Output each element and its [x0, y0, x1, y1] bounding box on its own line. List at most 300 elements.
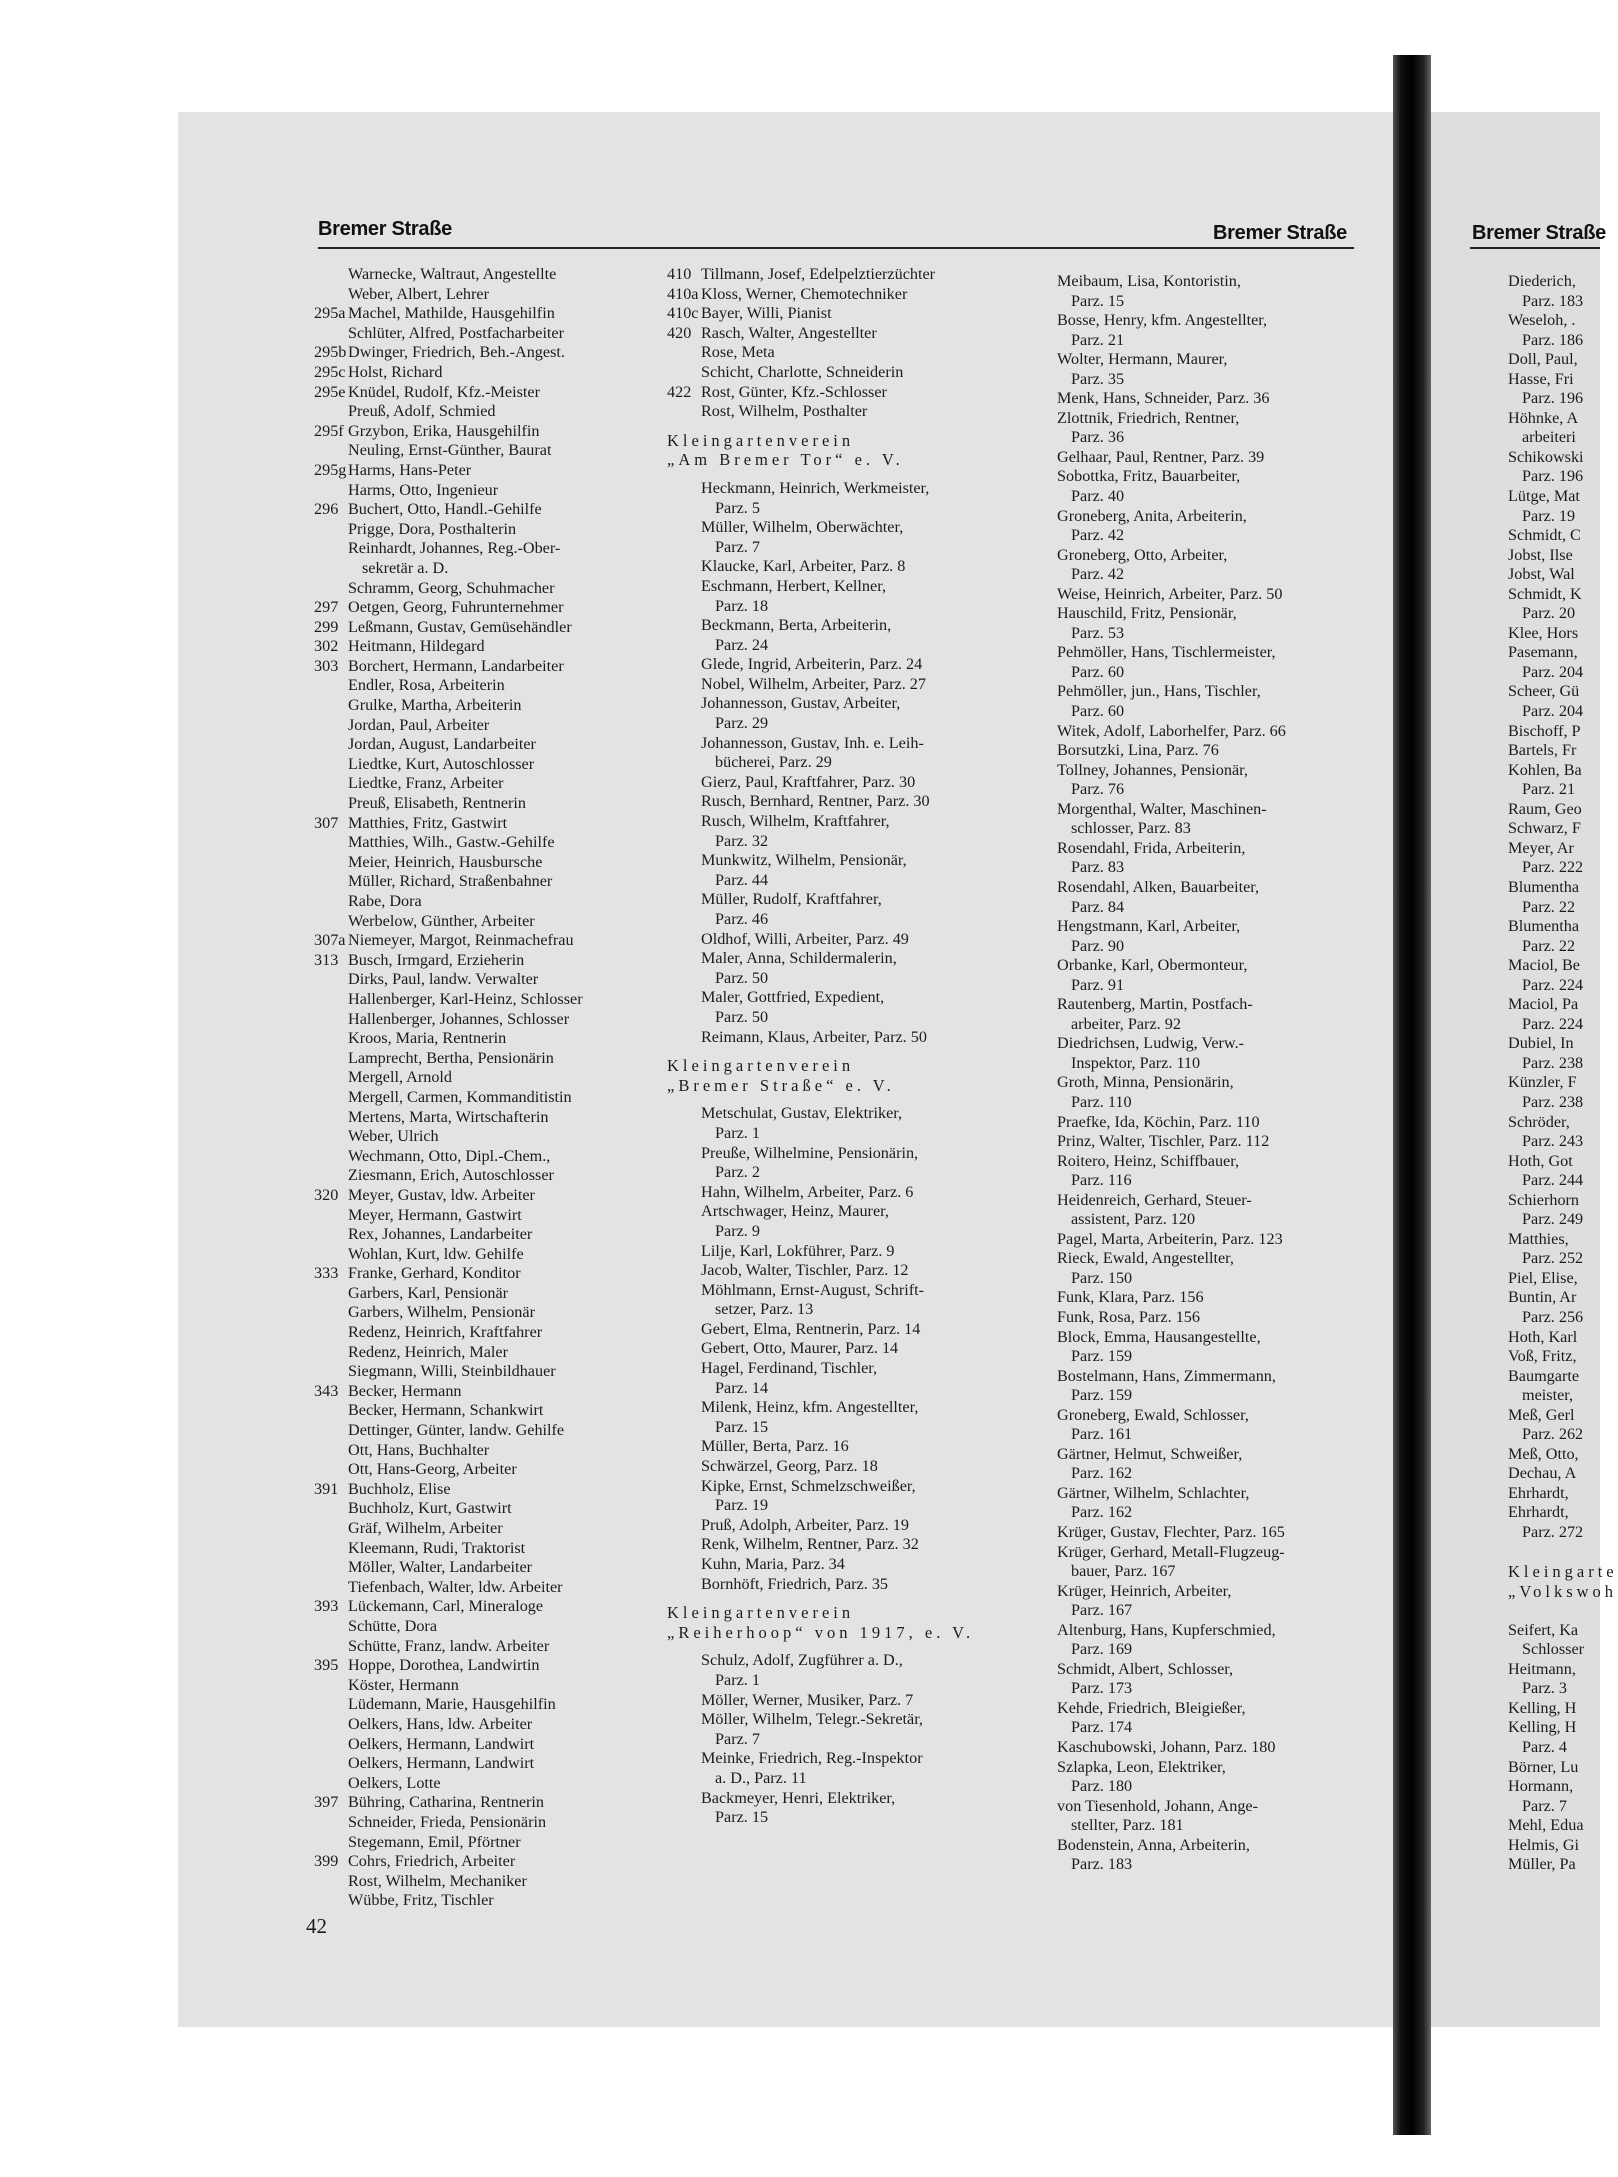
directory-entry — [314, 774, 583, 794]
directory-entry: Groneberg, Ewald, Schlosser, — [1057, 1405, 1249, 1424]
entry-text: Tillmann, Josef, Edelpelztierzüchter — [701, 265, 936, 283]
house-number — [314, 1715, 348, 1735]
entry-continuation: Parz. 22 — [1522, 936, 1576, 955]
entry-continuation: Parz. 186 — [1522, 330, 1584, 349]
entry-text: Niemeyer, Margot, Reinmachefrau — [348, 931, 574, 950]
directory-entry — [314, 422, 583, 442]
directory-entry: Bornhöft, Friedrich, Parz. 35 — [701, 1574, 889, 1593]
entry-continuation: Parz. 36 — [1071, 428, 1125, 447]
directory-entry — [314, 500, 583, 520]
entry-text: Buchholz, Kurt, Gastwirt — [348, 1499, 512, 1518]
directory-entry: Müller, Pa — [1508, 1855, 1576, 1874]
house-number — [314, 1010, 348, 1030]
directory-entry: Jobst, Wal — [1508, 565, 1575, 584]
entry-continuation: Parz. 4 — [1522, 1738, 1567, 1757]
entry-text: Redenz, Heinrich, Maler — [348, 1342, 509, 1361]
directory-entry — [667, 265, 974, 285]
entry-continuation: Parz. 204 — [1522, 662, 1584, 681]
entry-continuation: Parz. 91 — [1071, 975, 1125, 994]
directory-entry — [314, 735, 583, 755]
entry-continuation: Parz. 238 — [1522, 1053, 1584, 1072]
directory-entry — [314, 1186, 583, 1206]
house-number — [314, 892, 348, 912]
house-number — [314, 1637, 348, 1657]
directory-entry — [314, 1872, 583, 1892]
directory-entry: Zlottnik, Friedrich, Rentner, — [1057, 408, 1240, 427]
entry-continuation: Parz. 32 — [715, 831, 769, 850]
directory-entry — [314, 716, 583, 736]
house-number — [314, 755, 348, 775]
entry-continuation: Parz. 3 — [1522, 1679, 1567, 1698]
entry-text: Bühring, Catharina, Rentnerin — [348, 1793, 545, 1812]
entry-continuation: Parz. 24 — [715, 635, 769, 654]
house-number — [314, 1676, 348, 1696]
entry-continuation: Parz. 174 — [1071, 1718, 1133, 1737]
directory-entry: Wolter, Hermann, Maurer, — [1057, 350, 1228, 369]
directory-entry: Sobottka, Fritz, Bauarbeiter, — [1057, 467, 1241, 486]
directory-entry: Witek, Adolf, Laborhelfer, Parz. 66 — [1057, 721, 1286, 740]
directory-entry — [314, 1441, 583, 1461]
entry-continuation: Parz. 183 — [1071, 1855, 1133, 1874]
entry-continuation: Parz. 53 — [1071, 623, 1125, 642]
directory-entry: Funk, Rosa, Parz. 156 — [1057, 1307, 1200, 1326]
entry-text: Warnecke, Waltraut, Angestellte — [348, 265, 557, 283]
house-number — [314, 794, 348, 814]
directory-entry — [667, 383, 974, 403]
entry-continuation: Parz. 15 — [715, 1417, 769, 1436]
directory-entry: Rusch, Wilhelm, Kraftfahrer, — [701, 812, 890, 831]
directory-entry: Baumgarte — [1508, 1366, 1580, 1385]
house-number: 333 — [314, 1264, 339, 1283]
directory-entry: Rautenberg, Martin, Postfach- — [1057, 995, 1253, 1014]
entry-text: Mergell, Arnold — [348, 1068, 453, 1087]
entry-continuation: Parz. 29 — [715, 714, 769, 733]
directory-entry: Bostelmann, Hans, Zimmermann, — [1057, 1366, 1276, 1385]
directory-entry — [314, 265, 583, 285]
entry-text: Redenz, Heinrich, Kraftfahrer — [348, 1323, 543, 1342]
section-subheading: „Am Bremer Tor“ e. V. — [667, 450, 904, 470]
directory-entry: Oldhof, Willi, Arbeiter, Parz. 49 — [701, 929, 909, 948]
house-number — [314, 1539, 348, 1559]
house-number: 395 — [314, 1656, 339, 1675]
spacer — [667, 1047, 974, 1056]
directory-entry — [314, 1362, 583, 1382]
entry-text: Preuß, Adolf, Schmied — [348, 402, 496, 421]
house-number: 391 — [314, 1479, 339, 1498]
entry-text: Stegemann, Emil, Pförtner — [348, 1832, 521, 1851]
entry-continuation: Parz. 14 — [715, 1378, 769, 1397]
directory-entry: Roitero, Heinz, Schiffbauer, — [1057, 1151, 1240, 1170]
directory-entry — [314, 1303, 583, 1323]
directory-entry — [314, 579, 583, 599]
directory-entry: Block, Emma, Hausangestellte, — [1057, 1327, 1261, 1346]
directory-entry: Ehrhardt, — [1508, 1483, 1569, 1502]
directory-entry — [314, 1010, 583, 1030]
house-number: 422 — [667, 382, 692, 401]
directory-entry: Schmidt, Albert, Schlosser, — [1057, 1659, 1234, 1678]
directory-entry: Hasse, Fri — [1508, 369, 1574, 388]
entry-text: Schicht, Charlotte, Schneiderin — [701, 362, 904, 381]
directory-entry — [314, 598, 583, 618]
entry-text: Franke, Gerhard, Konditor — [348, 1264, 521, 1283]
entry-text: Jordan, Paul, Arbeiter — [348, 715, 490, 734]
entry-text: sekretär a. D. — [362, 558, 449, 577]
entry-continuation: Parz. 256 — [1522, 1307, 1584, 1326]
entry-text: Oelkers, Hermann, Landwirt — [348, 1734, 535, 1753]
house-number — [314, 520, 348, 540]
house-number — [314, 774, 348, 794]
directory-entry: Schmidt, C — [1508, 526, 1581, 545]
directory-entry: Eschmann, Herbert, Kellner, — [701, 576, 886, 595]
entry-text: Schütte, Franz, landw. Arbeiter — [348, 1636, 550, 1655]
directory-entry: Kehde, Friedrich, Bleigießer, — [1057, 1698, 1246, 1717]
directory-entry: Backmeyer, Henri, Elektriker, — [701, 1788, 896, 1807]
house-number — [314, 1068, 348, 1088]
house-number: 307a — [314, 931, 346, 950]
house-number — [314, 1245, 348, 1265]
entry-continuation: Schlosser — [1522, 1640, 1585, 1659]
entry-continuation: Parz. 44 — [715, 870, 769, 889]
directory-entry: Orbanke, Karl, Obermonteur, — [1057, 956, 1248, 975]
entry-text: Ziesmann, Erich, Autoschlosser — [348, 1166, 554, 1185]
running-header-left: Bremer Straße — [318, 218, 452, 240]
directory-entry: Mehl, Edua — [1508, 1816, 1584, 1835]
directory-entry — [314, 1049, 583, 1069]
directory-entry: Klaucke, Karl, Arbeiter, Parz. 8 — [701, 557, 906, 576]
directory-entry: Pagel, Marta, Arbeiterin, Parz. 123 — [1057, 1229, 1283, 1248]
directory-entry: Heckmann, Heinrich, Werkmeister, — [701, 478, 930, 497]
house-number — [314, 833, 348, 853]
directory-entry: Rieck, Ewald, Angestellter, — [1057, 1249, 1234, 1268]
directory-entry — [314, 1068, 583, 1088]
directory-entry: Pehmöller, jun., Hans, Tischler, — [1057, 682, 1261, 701]
directory-entry: Krüger, Heinrich, Arbeiter, — [1057, 1581, 1232, 1600]
entry-text: Prigge, Dora, Posthalterin — [348, 519, 517, 538]
directory-entry: Heitmann, — [1508, 1659, 1576, 1678]
directory-entry — [314, 481, 583, 501]
entry-continuation: Parz. 46 — [715, 910, 769, 928]
house-number — [314, 285, 348, 305]
directory-entry — [314, 1225, 583, 1245]
house-number — [314, 1891, 348, 1911]
spacer — [667, 470, 974, 479]
directory-entry: Möller, Wilhelm, Telegr.-Sekretär, — [701, 1710, 923, 1729]
house-number: 410a — [667, 284, 699, 303]
directory-entry — [314, 872, 583, 892]
directory-entry: Funk, Klara, Parz. 156 — [1057, 1288, 1204, 1307]
directory-entry: Weseloh, . — [1508, 311, 1576, 330]
section-subheading: „Bremer Straße“ e. V. — [667, 1075, 895, 1095]
house-number: 393 — [314, 1597, 339, 1616]
directory-entry: Meß, Otto, — [1508, 1444, 1579, 1463]
entry-text: Siegmann, Willi, Steinbildhauer — [348, 1362, 556, 1381]
directory-entry: Praefke, Ida, Köchin, Parz. 110 — [1057, 1112, 1260, 1131]
directory-entry: Lütge, Mat — [1508, 487, 1580, 506]
house-number: 307 — [314, 813, 339, 832]
directory-entry: Voß, Fritz, — [1508, 1347, 1577, 1366]
entry-text: Dirks, Paul, landw. Verwalter — [348, 970, 539, 989]
entry-continuation: Parz. 21 — [1071, 330, 1125, 349]
entry-continuation: Parz. 150 — [1071, 1268, 1133, 1287]
house-number — [314, 265, 348, 285]
directory-entry: Gebert, Elma, Rentnerin, Parz. 14 — [701, 1319, 921, 1338]
directory-entry — [314, 1421, 583, 1441]
house-number — [314, 1284, 348, 1304]
house-number: 343 — [314, 1381, 339, 1400]
directory-entry — [667, 304, 974, 324]
entry-continuation: Inspektor, Parz. 110 — [1071, 1053, 1201, 1072]
entry-continuation: Parz. 15 — [1071, 291, 1125, 310]
house-number — [314, 1147, 348, 1167]
directory-entry: Piel, Elise, — [1508, 1268, 1578, 1287]
directory-entry — [314, 1108, 583, 1128]
directory-entry — [314, 1147, 583, 1167]
directory-entry: Hahn, Wilhelm, Arbeiter, Parz. 6 — [701, 1182, 914, 1201]
directory-entry — [314, 892, 583, 912]
house-number — [314, 1108, 348, 1128]
directory-entry — [314, 1597, 583, 1617]
entry-continuation: Parz. 224 — [1522, 975, 1584, 994]
entry-text: Oelkers, Hermann, Landwirt — [348, 1754, 535, 1773]
entry-continuation: Parz. 42 — [1071, 526, 1125, 545]
directory-entry: Dechau, A — [1508, 1464, 1577, 1483]
entry-continuation: Parz. 1 — [715, 1123, 760, 1142]
entry-continuation: Parz. 180 — [1071, 1777, 1133, 1796]
directory-entry — [314, 696, 583, 716]
entry-text: Cohrs, Friedrich, Arbeiter — [348, 1852, 516, 1871]
entry-text: Becker, Hermann, Schankwirt — [348, 1401, 544, 1420]
entry-text: Harms, Hans-Peter — [348, 460, 472, 479]
directory-entry — [314, 539, 583, 559]
house-number — [314, 1088, 348, 1108]
entry-text: Hoppe, Dorothea, Landwirtin — [348, 1656, 540, 1675]
directory-entry: Morgenthal, Walter, Maschinen- — [1057, 799, 1267, 818]
directory-entry: Hoth, Karl — [1508, 1327, 1578, 1346]
house-number — [314, 1362, 348, 1382]
directory-entry: Munkwitz, Wilhelm, Pensionär, — [701, 851, 907, 870]
directory-entry — [314, 343, 583, 363]
entry-text: Rost, Wilhelm, Posthalter — [701, 402, 868, 421]
directory-entry: Dubiel, In — [1508, 1034, 1574, 1053]
directory-entry — [314, 1206, 583, 1226]
entry-text: Dwinger, Friedrich, Beh.-Angest. — [348, 343, 565, 362]
entry-continuation: Parz. 222 — [1522, 858, 1584, 877]
directory-entry — [314, 1401, 583, 1421]
house-number — [314, 1617, 348, 1637]
header-rule — [318, 247, 1354, 249]
house-number — [314, 1323, 348, 1343]
house-number — [667, 402, 701, 422]
directory-entry — [314, 1166, 583, 1186]
entry-text: Meyer, Hermann, Gastwirt — [348, 1205, 522, 1224]
house-number: 297 — [314, 598, 339, 617]
entry-text: Harms, Otto, Ingenieur — [348, 480, 499, 499]
directory-entry — [314, 1382, 583, 1402]
directory-entry: Diederich, — [1508, 272, 1576, 290]
section-heading: Kleingartenverein — [667, 1603, 855, 1623]
directory-entry: Raum, Geo — [1508, 799, 1582, 818]
directory-entry: Glede, Ingrid, Arbeiterin, Parz. 24 — [701, 655, 923, 674]
entry-text: Tiefenbach, Walter, ldw. Arbeiter — [348, 1577, 563, 1596]
house-number — [314, 1421, 348, 1441]
house-number — [314, 735, 348, 755]
directory-entry — [314, 1127, 583, 1147]
directory-entry — [314, 1480, 583, 1500]
directory-entry: Seifert, Ka — [1508, 1620, 1579, 1639]
directory-entry: Schwärzel, Georg, Parz. 18 — [701, 1457, 878, 1476]
house-number — [314, 1578, 348, 1598]
entry-text: Rex, Johannes, Landarbeiter — [348, 1225, 533, 1244]
entry-text: Schneider, Frieda, Pensionärin — [348, 1812, 547, 1831]
entry-text: Weber, Ulrich — [348, 1127, 439, 1146]
entry-continuation: Parz. 224 — [1522, 1014, 1584, 1033]
entry-continuation: Parz. 116 — [1071, 1171, 1132, 1190]
column-3 — [1057, 272, 1286, 1875]
directory-entry: Blumentha — [1508, 877, 1580, 896]
spacer — [667, 1594, 974, 1603]
directory-entry: Pruß, Adolph, Arbeiter, Parz. 19 — [701, 1515, 909, 1534]
directory-entry: Meß, Gerl — [1508, 1405, 1575, 1424]
entry-continuation: Parz. 162 — [1071, 1464, 1133, 1483]
entry-text: Buchholz, Elise — [348, 1479, 451, 1498]
house-number — [314, 1460, 348, 1480]
entry-text: Liedtke, Kurt, Autoschlosser — [348, 754, 535, 773]
directory-entry: Schierhorn — [1508, 1190, 1580, 1209]
directory-entry — [314, 461, 583, 481]
entry-continuation: arbeiteri — [1522, 428, 1576, 447]
directory-entry: Gebert, Otto, Maurer, Parz. 14 — [701, 1339, 899, 1358]
running-header-next-page: Bremer Straße — [1472, 222, 1606, 244]
directory-entry — [667, 285, 974, 305]
directory-entry: Hormann, — [1508, 1777, 1574, 1796]
entry-continuation: Parz. 196 — [1522, 467, 1584, 486]
entry-continuation: Parz. 159 — [1071, 1386, 1133, 1405]
house-number — [314, 324, 348, 344]
entry-continuation: Parz. 9 — [715, 1221, 760, 1240]
directory-entry — [314, 1852, 583, 1872]
entry-continuation: Parz. 76 — [1071, 780, 1125, 799]
entry-continuation: meister, — [1522, 1386, 1574, 1405]
house-number — [314, 1695, 348, 1715]
directory-entry: Altenburg, Hans, Kupferschmied, — [1057, 1620, 1276, 1639]
directory-entry — [314, 324, 583, 344]
directory-entry: Tollney, Johannes, Pensionär, — [1057, 760, 1248, 779]
directory-entry — [314, 1343, 583, 1363]
house-number: 302 — [314, 637, 339, 656]
directory-entry: Jobst, Ilse — [1508, 545, 1573, 564]
directory-entry: Kelling, H — [1508, 1718, 1577, 1737]
directory-entry — [314, 853, 583, 873]
directory-entry — [314, 1637, 583, 1657]
entry-continuation: Parz. 244 — [1522, 1171, 1584, 1190]
entry-text: Becker, Hermann — [348, 1381, 462, 1400]
directory-entry — [314, 1578, 583, 1598]
column-2 — [667, 265, 974, 1828]
house-number: 295g — [314, 460, 347, 479]
entry-continuation: schlosser, Parz. 83 — [1071, 819, 1191, 838]
directory-entry — [314, 833, 583, 853]
directory-entry — [314, 1323, 583, 1343]
entry-continuation: Parz. 7 — [715, 537, 760, 556]
house-number — [314, 539, 348, 559]
entry-continuation: Parz. 21 — [1522, 780, 1576, 799]
entry-continuation: Parz. 159 — [1071, 1347, 1133, 1366]
house-number: 399 — [314, 1852, 339, 1871]
directory-entry: Scheer, Gü — [1508, 682, 1580, 701]
house-number — [667, 363, 701, 383]
house-number — [314, 1558, 348, 1578]
header-rule-next-page — [1470, 247, 1600, 249]
directory-entry — [314, 1245, 583, 1265]
directory-entry: Meyer, Ar — [1508, 838, 1574, 857]
directory-entry: Blumentha — [1508, 917, 1580, 936]
directory-entry — [314, 1793, 583, 1813]
directory-entry — [667, 343, 974, 363]
directory-entry — [314, 1558, 583, 1578]
entry-continuation: Parz. 162 — [1071, 1503, 1133, 1522]
entry-text: Dettinger, Günter, landw. Gehilfe — [348, 1421, 565, 1440]
directory-entry — [667, 324, 974, 344]
entry-text: Kroos, Maria, Rentnerin — [348, 1029, 507, 1048]
entry-text: Machel, Mathilde, Hausgehilfin — [348, 304, 555, 323]
entry-text: Matthies, Wilh., Gastw.-Gehilfe — [348, 833, 555, 852]
directory-entry: Buntin, Ar — [1508, 1288, 1577, 1307]
house-number — [314, 1343, 348, 1363]
spacer — [667, 1642, 974, 1651]
entry-text: Möller, Walter, Landarbeiter — [348, 1558, 533, 1577]
directory-entry: Nobel, Wilhelm, Arbeiter, Parz. 27 — [701, 674, 926, 693]
directory-entry: Artschwager, Heinz, Maurer, — [701, 1202, 889, 1221]
directory-entry: Prinz, Walter, Tischler, Parz. 112 — [1057, 1132, 1270, 1151]
house-number — [314, 1206, 348, 1226]
entry-text: Lamprecht, Bertha, Pensionärin — [348, 1048, 554, 1067]
entry-continuation: Parz. 40 — [1071, 487, 1125, 506]
directory-entry: Müller, Wilhelm, Oberwächter, — [701, 518, 904, 537]
directory-entry: Meibaum, Lisa, Kontoristin, — [1057, 272, 1241, 290]
directory-entry: Klee, Hors — [1508, 623, 1579, 642]
directory-entry: Doll, Paul, — [1508, 350, 1578, 369]
house-number — [314, 1813, 348, 1833]
entry-continuation: Parz. 19 — [1522, 506, 1576, 525]
directory-entry: Pasemann, — [1508, 643, 1578, 662]
house-number: 299 — [314, 617, 339, 636]
house-number — [314, 579, 348, 599]
entry-text: Lüdemann, Marie, Hausgehilfin — [348, 1695, 556, 1714]
house-number — [314, 441, 348, 461]
house-number: 295f — [314, 421, 344, 440]
house-number — [314, 1774, 348, 1794]
directory-entry: Krüger, Gustav, Flechter, Parz. 165 — [1057, 1523, 1285, 1541]
entry-continuation: Parz. 50 — [715, 968, 769, 987]
house-number — [314, 559, 348, 579]
directory-entry: Groneberg, Anita, Arbeiterin, — [1057, 506, 1247, 525]
directory-entry: Künzler, F — [1508, 1073, 1577, 1092]
entry-text: Lückemann, Carl, Mineraloge — [348, 1597, 544, 1616]
house-number — [314, 1049, 348, 1069]
house-number — [314, 1166, 348, 1186]
entry-text: Ott, Hans, Buchhalter — [348, 1440, 490, 1459]
house-number: 410 — [667, 265, 692, 283]
directory-entry: Schmidt, K — [1508, 584, 1582, 603]
directory-entry: Maciol, Pa — [1508, 995, 1579, 1014]
entry-text: Köster, Hermann — [348, 1675, 459, 1694]
entry-text: Garbers, Karl, Pensionär — [348, 1283, 509, 1302]
directory-entry: Rusch, Bernhard, Rentner, Parz. 30 — [701, 792, 930, 811]
spacer — [667, 422, 974, 431]
entry-continuation: Parz. 249 — [1522, 1210, 1584, 1229]
entry-continuation: Parz. 161 — [1071, 1425, 1133, 1444]
entry-continuation: Parz. 272 — [1522, 1523, 1584, 1541]
